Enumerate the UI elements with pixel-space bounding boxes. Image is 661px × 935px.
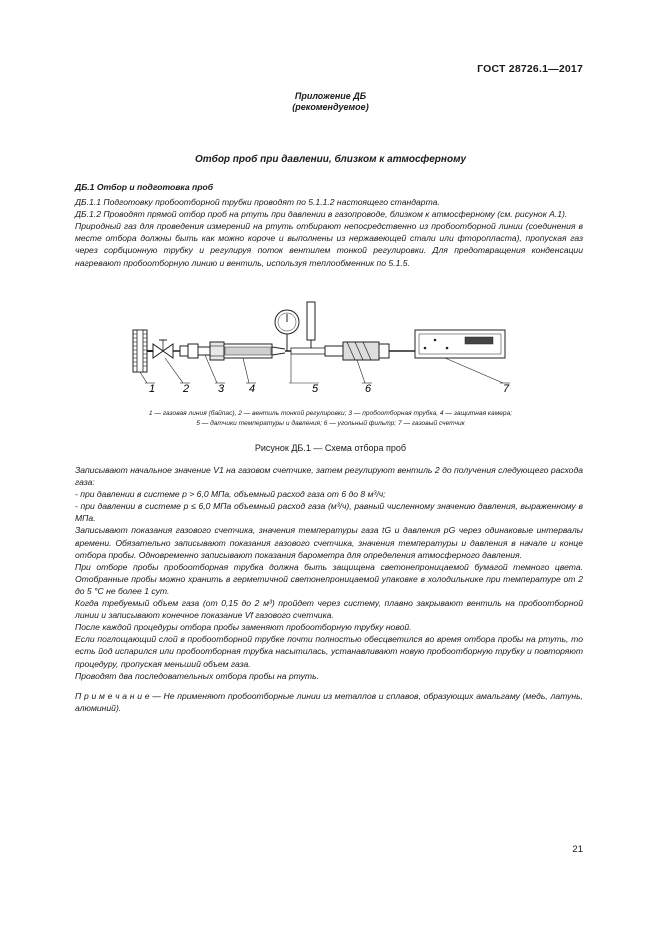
figure-label-5: 5 — [312, 383, 319, 395]
appendix-block — [0, 91, 661, 113]
paragraph-8: После каждой процедуры отбора пробы заменяют пробоотборную трубку новой. — [75, 622, 412, 633]
figure-caption: Рисунок ДБ.1 — Схема отбора проб — [254, 443, 407, 453]
valve-icon — [153, 340, 180, 358]
standard-header: ГОСТ 28726.1—2017 — [477, 63, 583, 75]
paragraph-6: При отборе пробы пробоотборная трубка должна быть защищена светонепроницаемой бумагой темного цвета. Отобранные пробы можно хранить в герметичной светонепроницаемой упаковке в холодильнике при температуре от 2 до 5 °С не более 1 сут. — [75, 561, 583, 596]
bottom-text-block — [75, 464, 583, 714]
sampling-scheme-figure — [125, 300, 585, 405]
note-text: — Не применяют пробоотборные линии из металлов и сплавов, образующих амальгаму (медь, латунь, алюминий). — [75, 690, 584, 713]
sensors-icon — [275, 302, 325, 354]
appendix-title: Приложение ДБ — [294, 91, 367, 101]
figure-label-3: 3 — [218, 383, 225, 395]
list-item: - при давлении в системе p > 6,0 МПа, объемный расход газа от 6 до 8 м³/ч; — [75, 489, 386, 500]
figure-label-2: 2 — [183, 383, 190, 395]
paragraph-10: Проводят два последовательных отбора пробы на ртуть. — [75, 670, 319, 681]
paragraph-4: Записывают начальное значение V1 на газовом счетчике, затем регулируют вентиль 2 до получения следующего расхода газа: — [75, 465, 583, 488]
page-number: 21 — [572, 844, 583, 855]
note-label: П р и м е ч а н и е — [75, 690, 150, 701]
paragraph-3: Природный газ для проведения измерений на ртуть отбирают непосредственно из пробоотборной линии (соединения в месте отбора должны быть как можно короче и выполнены из нержавеющей стали или фторопласта), пропуская газ через сорбционную трубку и регулируя поток вентилем тонкой регулировки. Для предотвращения конденсации нагревают пробоотборную линию и вентиль, используя теплообменник по 5.1.5. — [75, 221, 583, 268]
gas-meter-icon — [415, 330, 505, 358]
top-text-block — [75, 181, 583, 269]
figure-label-6: 6 — [365, 383, 372, 395]
figure-legend — [40, 409, 621, 429]
paragraph-2: ДБ.1.2 Проводят прямой отбор проб на ртуть при давлении в газопроводе, близком к атмосферному (см. рисунок А.1). — [75, 209, 568, 220]
figure-label-4: 4 — [249, 383, 256, 395]
paragraph-9: Если поглощающий слой в пробоотборной трубке почти полностью обесцветился во время отбора пробы на ртуть, то есть йод испарился или пробоотборная трубка насытилась, устанавливают новую пробоотборную трубку и повторяют процедуру, пропуская меньший объем газа. — [75, 634, 583, 669]
paragraph-7: Когда требуемый объем газа (от 0,15 до 2 м³) пройдет через систему, плавно закрывают вентиль на пробоотборной линии и записывают конечное показание Vf газового счетчика. — [75, 598, 583, 621]
paragraph-5: Записывают показания газового счетчика, значения температуры газа tG и давления pG через одинаковые интервалы времени. Обязательно записывают показания газового счетчика, значения температуры и давления в начале и конце отбора пробы. Одновременно записывают показания барометра для определения атмосферного давления. — [75, 525, 583, 560]
section-title: Отбор проб при давлении, близком к атмосферному — [194, 154, 467, 165]
carbon-filter-icon — [325, 342, 415, 360]
note-paragraph — [75, 690, 583, 714]
subsection-heading: ДБ.1 Отбор и подготовка проб — [75, 182, 214, 192]
gas-line-icon — [133, 330, 153, 372]
figure-label-1: 1 — [149, 383, 156, 395]
paragraph-1: ДБ.1.1 Подготовку пробоотборной трубки проводят по 5.1.1.2 настоящего стандарта. — [75, 197, 440, 208]
list-item: - при давлении в системе p ≤ 6,0 МПа объемный расход газа (м³/ч), равный численному значению давления, выраженному в МПа. — [75, 501, 583, 524]
sampling-tube-icon — [180, 342, 224, 360]
figure-legend-line-1: 1 — газовая линия (байпас), 2 — вентиль тонкой регулировки; 3 — пробоотборная трубка, 4 — защитная камера; — [148, 410, 513, 417]
appendix-subtitle: (рекомендуемое) — [292, 102, 369, 112]
figure-legend-line-2: 5 — датчики температуры и давления; 6 — угольный фильтр; 7 — газовый счетчик — [196, 420, 465, 427]
figure-label-7: 7 — [503, 383, 510, 395]
